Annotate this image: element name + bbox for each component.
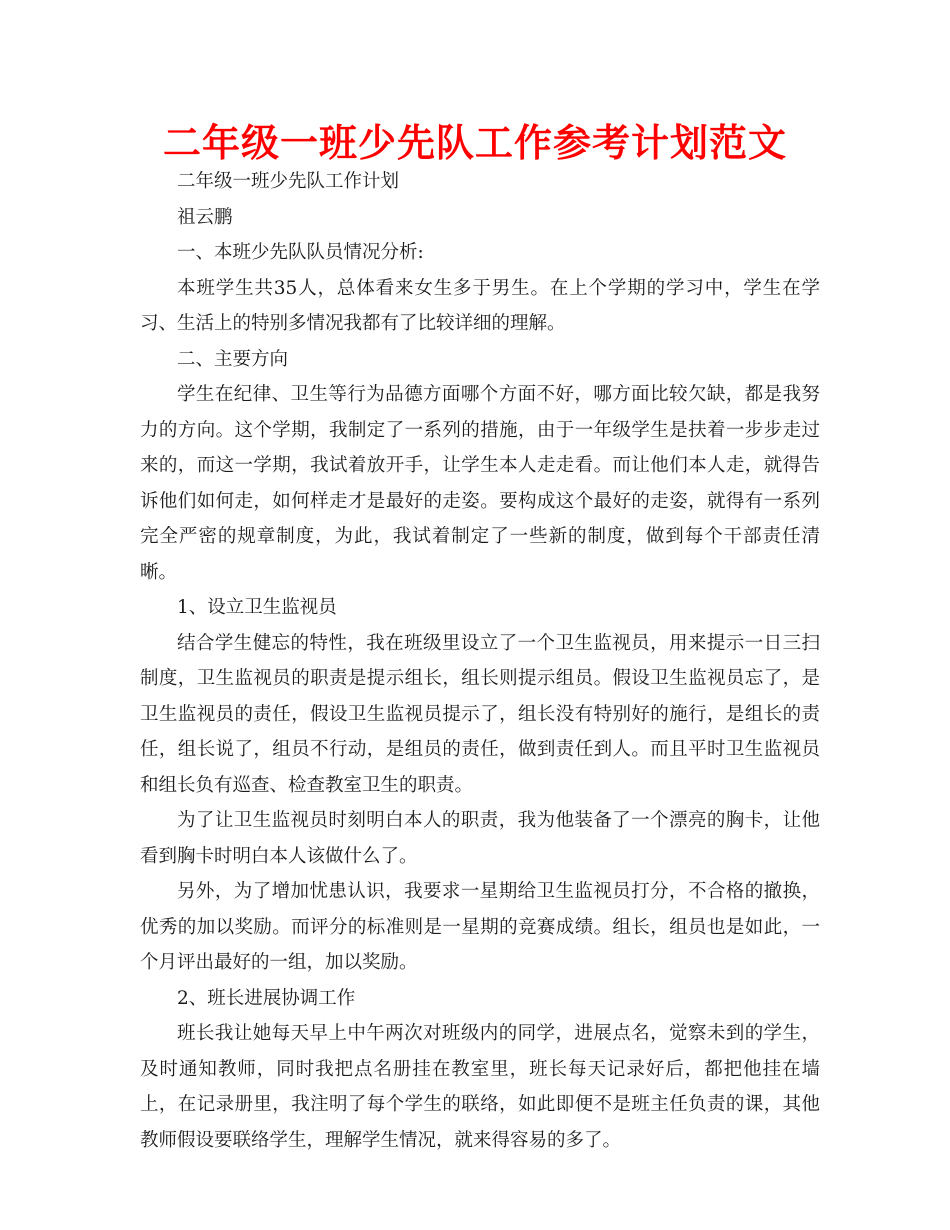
paragraph: 班长我让她每天早上中午两次对班级内的同学，进展点名，觉察未到的学生，及时通知教师，同时我把点名册挂在教室里，班长每天记录好后，都把他挂在墙上，在记录册里，我注明了每个学生的联络，如此即便不是班主任负责的课，其他教师假设要联络学生，理解学生情况，就来得容易的多了。 xyxy=(140,1023,820,1151)
subsection-heading-2: 2、班长进展协调工作 xyxy=(177,987,356,1009)
paragraph: 结合学生健忘的特性，我在班级里设立了一个卫生监视员，用来提示一日三扫制度，卫生监视员的职责是提示组长，组长则提示组员。假设卫生监视员忘了，是卫生监视员的责任，假设卫生监视员提示了，组长没有特别好的施行，是组长的责任，组长说了，组员不行动，是组员的责任，做到责任到人。而且平时卫生监视员和组长负有巡查、检查教室卫生的职责。 xyxy=(140,632,820,796)
paragraph: 本班学生共35人，总体看来女生多于男生。在上个学期的学习中，学生在学习、生活上的特别多情况我都有了比较详细的理解。 xyxy=(140,277,820,334)
subsection-heading-1: 1、设立卫生监视员 xyxy=(177,597,337,618)
paragraph-subtitle: 二年级一班少先队工作计划 xyxy=(177,171,400,192)
paragraph: 为了让卫生监视员时刻明白本人的职责，我为他装备了一个漂亮的胸卡，让他看到胸卡时明白本人该做什么了。 xyxy=(140,810,820,867)
section-heading-2: 二、主要方向 xyxy=(177,348,289,370)
paragraph: 学生在纪律、卫生等行为品德方面哪个方面不好，哪方面比较欠缺，都是我努力的方向。这个学期，我制定了一系列的措施，由于一年级学生是扶着一步步走过来的，而这一学期，我试着放开手，让学生本人走走看。而让他们本人走，就得告诉他们如何走，如何样走才是最好的走姿。要构成这个最好的走姿，就得有一系列完全严密的规章制度，为此，我试着制定了一些新的制度，做到每个干部责任清晰。 xyxy=(140,384,820,583)
section-heading-1: 一、本班少先队队员情况分析: xyxy=(177,242,424,263)
document-body xyxy=(140,164,820,1158)
document-title: 二年级一班少先队工作参考计划范文 xyxy=(162,121,787,165)
paragraph-author: 祖云鹏 xyxy=(177,206,233,228)
paragraph: 另外，为了增加忧患认识，我要求一星期给卫生监视员打分，不合格的撤换，优秀的加以奖励。而评分的标准则是一星期的竞赛成绩。组长，组员也是如此，一个月评出最好的一组，加以奖励。 xyxy=(140,881,820,973)
